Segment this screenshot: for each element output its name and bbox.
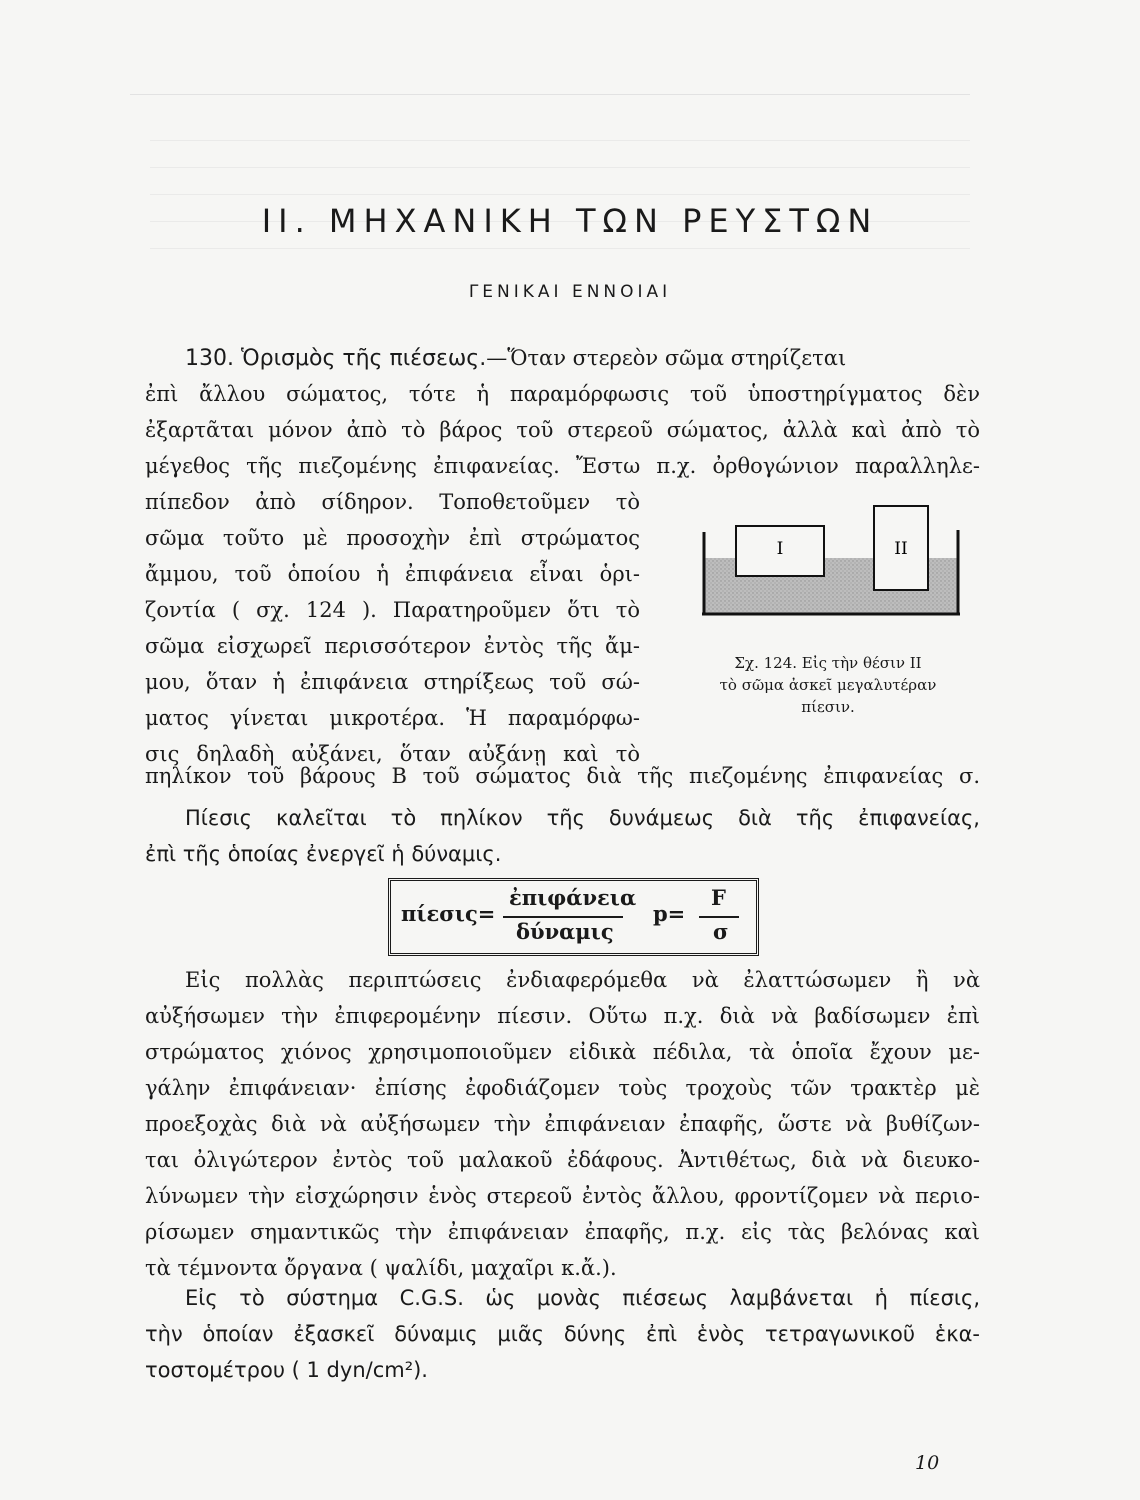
text-line: Εἰς τὸ σύστημα C.G.S. ὡς μονὰς πιέσεως λαμβάνεται ἡ πίεσις, [185,1286,980,1310]
block-2-label: II [894,539,908,559]
paragraph-130-continued [145,376,980,484]
definition-line: Πίεσις καλεῖται τὸ πηλίκον τῆς δυνάμεως διὰ τῆς ἐπιφανείας, [185,806,980,830]
text-line: μου, ὅταν ἡ ἐπιφάνεια στηρίξεως τοῦ σώ- [145,670,640,694]
section-title: ΓΕΝΙΚΑΙ ΕΝΝΟΙΑΙ [468,282,672,302]
formula-p-denominator: σ [713,919,729,944]
page-number: 10 [915,1452,940,1474]
text-line: μέγεθος τῆς πιεζομένης ἐπιφανείας. Ἔστω π.χ. ὀρθογώνιον παραλληλε- [145,454,980,478]
text-line: σις δηλαδὴ αὐξάνει, ὅταν αὐξάνῃ καὶ τὸ [145,742,640,766]
figure-124-diagram [688,500,973,620]
text-line: ται ὀλιγώτερον ἐντὸς τοῦ μαλακοῦ ἐδάφους. Ἀντιθέτως, διὰ νὰ διευκο- [145,1148,980,1172]
text-line: ἐπὶ ἄλλου σώματος, τότε ἡ παραμόρφωσις τοῦ ὑποστηρίγματος δὲν [145,382,980,406]
text-line: ἐξαρτᾶται μόνον ἀπὸ τὸ βάρος τοῦ στερεοῦ σώματος, ἀλλὰ καὶ ἀπὸ τὸ [145,418,980,442]
text-line: τοστομέτρου ( 1 dyn/cm²). [145,1358,428,1382]
text-line: ρίσωμεν σημαντικῶς τὴν ἐπιφάνειαν ἐπαφῆς, π.χ. εἰς τὰς βελόνας καὶ [145,1220,980,1244]
text-line: ματος γίνεται μικροτέρα. Ἡ παραμόρφω- [145,706,640,730]
text-line: ἄμμου, τοῦ ὁποίου ἡ ἐπιφάνεια εἶναι ὁρι- [145,562,640,586]
caption-line: Σχ. 124. Εἰς τὴν θέσιν ΙΙ [734,654,922,672]
text-line: τὰ τέμνοντα ὄργανα ( ψαλίδι, μαχαῖρι κ.ἄ.). [145,1256,617,1280]
block-1-label: I [776,539,784,559]
formula-box [388,878,759,956]
chapter-title: II. ΜΗΧΑΝΙΚΗ ΤΩΝ ΡΕΥΣΤΩΝ [261,202,879,240]
fraction-bar [699,916,739,918]
text-line: αὐξήσωμεν τὴν ἐπιφερομένην πίεσιν. Οὕτω π.χ. διὰ νὰ βαδίσωμεν ἐπὶ [145,1004,980,1028]
text-line: τὴν ὁποίαν ἐξασκεῖ δύναμις μιᾶς δύνης ἐπὶ ἑνὸς τετραγωνικοῦ ἑκα- [145,1322,980,1346]
caption-line: τὸ σῶμα ἀσκεῖ μεγαλυτέραν [719,676,937,694]
text-line: Εἰς πολλὰς περιπτώσεις ἐνδιαφερόμεθα νὰ ἐλαττώσωμεν ἢ νὰ [185,968,980,992]
paragraph-cgs-unit [145,1280,980,1388]
formula-numerator: ἐπιφάνεια [509,885,637,910]
text-line: λύνωμεν τὴν εἰσχώρησιν ἑνὸς στερεοῦ ἐντὸς ἄλλου, φροντίζομεν νὰ περιο- [145,1184,980,1208]
text-line: προεξοχὰς διὰ νὰ αὐξήσωμεν τὴν ἐπιφάνειαν ἐπαφῆς, ὥστε νὰ βυθίζων- [145,1112,980,1136]
paragraph-130 [185,340,980,377]
text-line: ζοντία ( σχ. 124 ). Παρατηροῦμεν ὅτι τὸ [145,598,640,622]
formula-denominator: δύναμις [516,919,614,944]
text-line: —Ὅταν στερεὸν σῶμα στηρίζεται [486,346,847,370]
text-line: σῶμα τοῦτο μὲ προσοχὴν ἐπὶ στρώματος [145,526,640,550]
formula-lhs: πίεσις= [401,901,496,926]
pressure-definition [145,800,980,872]
paragraph-heading: 130. Ὁρισμὸς τῆς πιέσεως. [185,346,487,371]
fraction-bar [503,916,623,918]
formula-p-numerator: F [711,885,726,910]
paragraph-pressure-examples [145,962,980,1286]
text-line: γάλην ἐπιφάνειαν· ἐπίσης ἐφοδιάζομεν τοὺς τροχοὺς τῶν τρακτὲρ μὲ [145,1076,980,1100]
text-line: στρώματος χιόνος χρησιμοποιοῦμεν εἰδικὰ πέδιλα, τὰ ὁποῖα ἔχουν με- [145,1040,980,1064]
paragraph-wrapped-text [145,484,640,772]
text-line: σῶμα εἰσχωρεῖ περισσότερον ἐντὸς τῆς ἄμ- [145,634,640,658]
caption-line: πίεσιν. [801,698,855,716]
definition-line: ἐπὶ τῆς ὁποίας ἐνεργεῖ ἡ δύναμις. [145,842,502,866]
text-line: πηλίκον τοῦ βάρους Β τοῦ σώματος διὰ τῆς πιεζομένης ἐπιφανείας σ. [145,764,980,788]
bleed-through-header [130,70,970,95]
formula-p-lhs: p= [653,901,686,926]
text-line: πίπεδον ἀπὸ σίδηρον. Τοποθετοῦμεν τὸ [145,490,640,514]
figure-caption [678,652,978,718]
